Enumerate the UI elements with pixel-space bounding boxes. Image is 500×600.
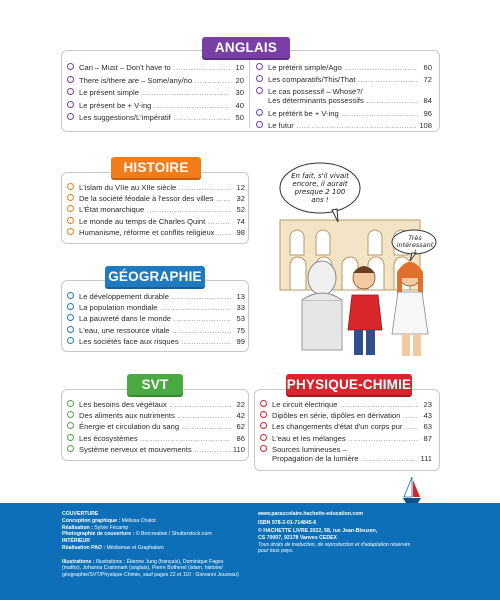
bullet-circle-icon: [256, 121, 263, 128]
toc-entry-title: Le monde au temps de Charles Quint .....: [79, 217, 231, 226]
bullet-circle-icon: [67, 400, 74, 407]
footer-legal-line: © HACHETTE LIVRE 2022, 58, rue Jean-Bleuzen,: [258, 528, 378, 534]
bullet-circle-icon: [67, 445, 74, 452]
physique-banner: PHYSIQUE-CHIMIE: [286, 374, 412, 395]
footer-credit-line: [62, 518, 242, 524]
toc-entry-page: 42: [236, 411, 245, 421]
footer-credit-label: Réalisation :: [62, 524, 95, 531]
footer-legal-line: ISBN 978-2-01-714845-6: [258, 519, 317, 526]
toc-entry: [260, 434, 432, 443]
toc-entry-title: Les suggestions/L'impératif .....: [79, 113, 230, 122]
bullet-circle-icon: [67, 228, 74, 235]
toc-entry-page: 98: [236, 227, 245, 237]
toc-entry-page: 23: [423, 400, 432, 409]
toc-entry-page: 50: [235, 113, 244, 122]
toc-entry-title: Le circuit électrique .....: [272, 400, 418, 409]
footer-credit-line: [62, 559, 242, 565]
anglais-divider: [249, 60, 250, 128]
toc-entry: [67, 411, 245, 420]
toc-entry: [67, 76, 244, 85]
footer-credit-label: INTÉRIEUR: [62, 538, 90, 545]
toc-entry: [67, 400, 245, 409]
toc-entry: [67, 303, 245, 312]
toc-entry: [67, 63, 244, 72]
toc-entry-page: 84: [423, 96, 432, 106]
bullet-circle-icon: [67, 205, 74, 212]
toc-entry: [260, 400, 432, 409]
toc-entry-title: La population mondiale .....: [79, 303, 231, 312]
bullet-circle-icon: [67, 217, 74, 224]
bullet-circle-icon: [67, 337, 74, 344]
toc-entry-title: Propagation de la lumière .....: [272, 454, 418, 463]
footer-credit-line: [62, 511, 242, 517]
toc-entry: [67, 88, 244, 97]
footer-legal-line: www.parascolaire.hachette-education.com: [258, 511, 364, 517]
speech-bubble-girl: Très intéressant !: [396, 234, 434, 256]
toc-entry-title: Le futur .....: [268, 121, 418, 130]
toc-entry-title: Les déterminants possessifs .....: [268, 96, 418, 105]
toc-entry-page: 108: [419, 120, 432, 130]
svt-banner: SVT: [127, 374, 183, 395]
toc-entry-title: Énergie et circulation du sang .....: [79, 422, 231, 431]
toc-entry-page: 22: [236, 400, 245, 409]
footer-credit-value: Mélissa Chalot: [121, 517, 156, 524]
footer-credit-label: Photographie de couverture :: [62, 531, 136, 538]
footer-credit-label: Conception graphique :: [62, 517, 122, 524]
toc-entry: [256, 121, 432, 130]
bullet-circle-icon: [67, 101, 74, 108]
toc-entry-page: 10: [235, 63, 244, 72]
toc-entry-page: 60: [423, 63, 432, 72]
toc-entry: [67, 183, 245, 192]
toc-entry: [256, 75, 432, 84]
toc-entry: [260, 422, 432, 431]
footer-credit-label: Illustrations :: [62, 558, 97, 565]
toc-entry-title: La pauvreté dans le monde .....: [79, 314, 231, 323]
bullet-circle-icon: [260, 434, 267, 441]
toc-entry-title-line1: Le cas possessif – Whose?/: [268, 87, 363, 97]
toc-entry: [67, 445, 245, 454]
bullet-circle-icon: [256, 109, 263, 116]
bullet-circle-icon: [256, 75, 263, 82]
bullet-circle-icon: [67, 314, 74, 321]
bullet-circle-icon: [67, 326, 74, 333]
toc-entry-title: Humanisme, réforme et conflits religieux .....: [79, 228, 231, 237]
toc-entry-page: 62: [236, 422, 245, 432]
footer-credit-line: [62, 545, 242, 551]
toc-entry-page: 30: [235, 88, 244, 97]
toc-entry-page: 53: [236, 314, 245, 324]
toc-entry-page: 43: [423, 411, 432, 421]
bullet-circle-icon: [260, 445, 267, 452]
toc-entry-title: Système nerveux et mouvements .....: [79, 445, 231, 454]
bullet-circle-icon: [67, 411, 74, 418]
bullet-circle-icon: [256, 87, 263, 94]
bullet-circle-icon: [260, 400, 267, 407]
toc-entry-page: 96: [423, 108, 432, 118]
bullet-circle-icon: [67, 292, 74, 299]
speech-bubble-boy: En fait, s'il vivait encore, il aurait presque 2 100 ans !: [291, 172, 349, 204]
toc-entry: [67, 194, 245, 203]
toc-entry-title: Les besoins des végétaux .....: [79, 400, 231, 409]
footer-legal-line: pour tous pays.: [258, 548, 294, 555]
footer-credit-label: COUVERTURE: [62, 511, 99, 517]
toc-entry: [67, 326, 245, 335]
toc-entry-title: Les sociétés face aux risques .....: [79, 337, 231, 346]
toc-entry-title: Dipôles en série, dipôles en dérivation .....: [272, 411, 418, 420]
toc-entry-page: 74: [236, 216, 245, 226]
toc-entry-title: L'eau et les mélanges .....: [272, 434, 418, 443]
toc-entry-page: 72: [423, 75, 432, 85]
toc-entry-page: 32: [236, 194, 245, 204]
toc-entry: [67, 205, 245, 214]
bullet-circle-icon: [67, 113, 74, 120]
footer-credit-line: [62, 572, 242, 578]
anglais-banner: ANGLAIS: [202, 37, 290, 58]
toc-entry-title: Le présent simple .....: [79, 88, 230, 97]
toc-entry-title: Le développement durable .....: [79, 292, 231, 301]
footer-legal-line: Tous droits de traduction, de reproduction et d'adaptation réservés: [258, 541, 411, 548]
toc-entry: [256, 63, 432, 72]
toc-entry-title: L'eau, une ressource vitale .....: [79, 326, 231, 335]
toc-entry-page: 40: [235, 100, 244, 110]
toc-entry: [67, 217, 245, 226]
toc-entry-title: L'islam du VIIe au XIIe siècle .....: [79, 183, 231, 192]
footer-credit-label: Réalisation PAO :: [62, 545, 107, 551]
sailboat-icon: [402, 475, 422, 505]
toc-entry-page: 111: [420, 453, 432, 463]
bullet-circle-icon: [67, 76, 74, 83]
bullet-circle-icon: [67, 303, 74, 310]
footer-credit-value: (maths), Johanna Crainmark (anglais), Pierre Botherel (islam, histoire/: [62, 565, 223, 572]
footer-credit-line: [62, 531, 242, 537]
bullet-circle-icon: [67, 88, 74, 95]
toc-entry: [67, 314, 245, 323]
toc-entry-title: De la société féodale à l'essor des villes .....: [79, 194, 231, 203]
toc-entry: [67, 292, 245, 301]
toc-entry: [67, 101, 244, 110]
footer-credit-line: [62, 565, 242, 571]
footer-credit-value: Illustrations : Étienne Jung (français), Dominique Fages: [96, 558, 224, 565]
footer-credit-value: © Brocreative / Shutterstock.com: [135, 531, 212, 538]
toc-entry-title: Les écosystèmes .....: [79, 434, 231, 443]
toc-entry: [260, 411, 432, 420]
toc-entry: [256, 109, 432, 118]
toc-entry: [256, 87, 432, 105]
toc-entry: [67, 422, 245, 431]
toc-entry-title: Des aliments aux nutriments .....: [79, 411, 231, 420]
toc-entry-page: 13: [236, 292, 245, 301]
toc-entry-title: Les comparatifs/This/That .....: [268, 75, 418, 84]
toc-entry-page: 86: [236, 433, 245, 443]
toc-entry-page: 33: [236, 303, 245, 313]
toc-entry-title: Le prétérit be + V-ing .....: [268, 109, 418, 118]
bullet-circle-icon: [260, 411, 267, 418]
toc-entry-page: 75: [236, 325, 245, 335]
toc-entry-title: Le présent be + V-ing .....: [79, 101, 230, 110]
toc-entry-page: 63: [423, 422, 432, 432]
footer-credit-line: [62, 538, 242, 544]
bullet-circle-icon: [67, 422, 74, 429]
footer-credit-value: géographie/SVT/Physique-Chimie, sauf pages 22 et 110 : Giovanni Jouzeau): [62, 572, 239, 579]
bullet-circle-icon: [67, 63, 74, 70]
bullet-circle-icon: [67, 183, 74, 190]
footer-credit-value: Médiamax et Graphatom: [106, 545, 164, 551]
toc-entry-title: There is/there are – Some/any/no .....: [79, 76, 230, 85]
bullet-circle-icon: [256, 63, 263, 70]
bullet-circle-icon: [67, 434, 74, 441]
toc-entry-page: 87: [423, 433, 432, 443]
toc-entry: [67, 228, 245, 237]
toc-entry-page: 110: [232, 444, 245, 454]
toc-entry-page: 99: [236, 336, 245, 346]
toc-entry-title: Can – Must – Don't have to .....: [79, 63, 230, 72]
histoire-banner: HISTOIRE: [111, 157, 201, 178]
bullet-circle-icon: [67, 194, 74, 201]
toc-entry-title: Les changements d'état d'un corps pur .....: [272, 422, 418, 431]
toc-entry: [260, 445, 432, 463]
footer-legal-line: CS 70007, 92178 Vanves CEDEX: [258, 534, 338, 541]
bullet-circle-icon: [260, 422, 267, 429]
cartoon-illustration: [262, 160, 442, 360]
toc-entry: [67, 337, 245, 346]
toc-entry-page: 12: [236, 183, 245, 192]
toc-entry-title: Le prétérit simple/Ago .....: [268, 63, 418, 72]
geographie-banner: GÉOGRAPHIE: [105, 266, 205, 287]
footer-credit-value: Sylvie Fécamp: [94, 524, 129, 531]
toc-entry: [67, 434, 245, 443]
toc-entry-title-line1: Sources lumineuses –: [272, 444, 347, 454]
toc-entry: [67, 113, 244, 122]
toc-entry-title: L'État monarchique .....: [79, 205, 231, 214]
toc-entry-page: 20: [235, 75, 244, 85]
toc-entry-page: 52: [236, 205, 245, 215]
